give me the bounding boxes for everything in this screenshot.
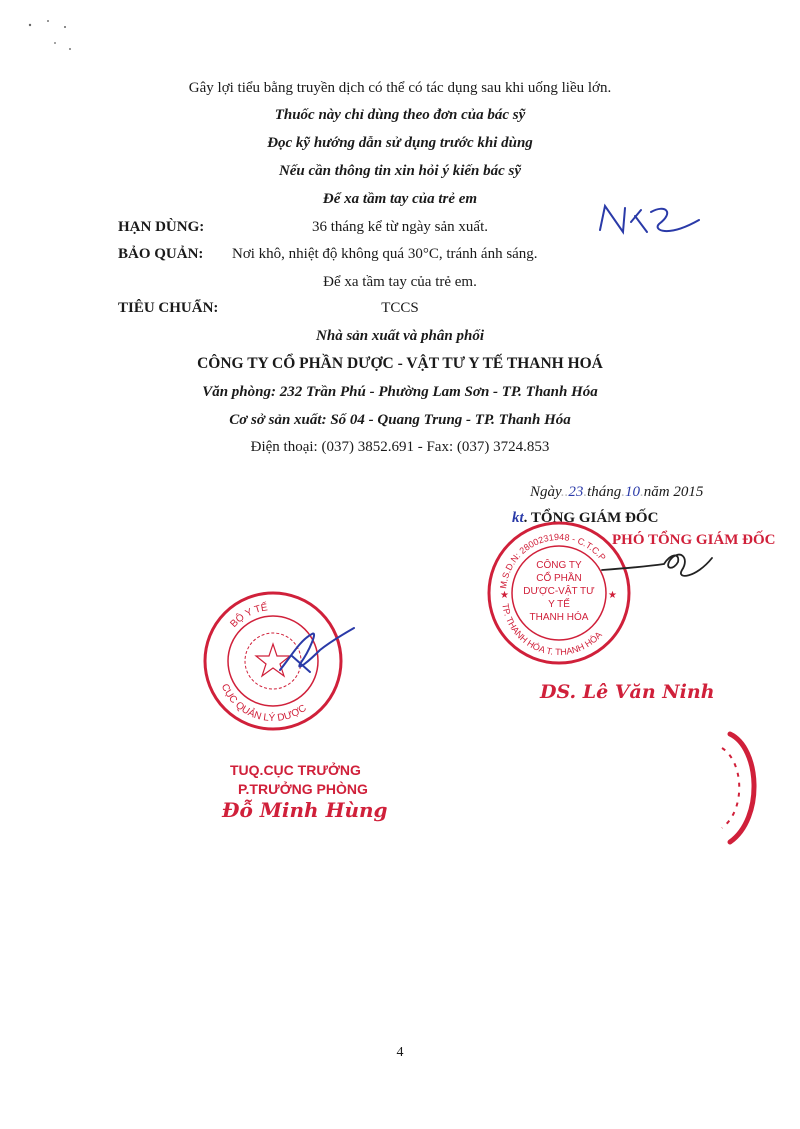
director-signature-mark [600,540,720,590]
page-number: 4 [396,1045,404,1060]
bao-quan-label: BẢO QUẢN: [118,246,204,262]
company-stamp-line-5: THANH HÓA [529,612,589,623]
date-month-word: tháng [587,484,622,500]
company-stamp-ring-bottom: TP. THANH HÓA T. THANH HÓA [500,602,604,658]
office-address: Văn phòng: 232 Trần Phú - Phường Lam Sơn - TP. Thanh Hóa [202,384,598,400]
kt-mark: kt [512,510,524,526]
company-stamp-ring-top: M.S.D.N: 2800231948 - C.T.C.P [498,531,608,590]
ministry-title-1: TUQ.CỤC TRƯỞNG [230,762,361,778]
warning-2: Đọc kỹ hướng dẫn sử dụng trước khi dùng [267,135,533,151]
date-day: 23 [568,484,584,500]
warning-4: Để xa tầm tay của trẻ em [322,191,478,207]
ministry-signature-mark [270,620,360,690]
bao-quan-value-2: Để xa tầm tay của trẻ em. [323,274,477,290]
company-stamp-line-1: CÔNG TY [536,560,582,571]
date-line: Ngày..23.tháng.10.năm 2015 [530,484,704,500]
warning-3: Nếu cần thông tin xin hỏi ý kiến bác sỹ [278,163,522,179]
ministry-title-2: P.TRƯỞNG PHÒNG [238,781,368,797]
phone-fax: Điện thoại: (037) 3852.691 - Fax: (037) 3724.853 [250,439,550,455]
company-stamp-line-3: DƯỢC-VẬT TƯ [523,586,595,597]
partial-stamp-edge [700,728,770,848]
date-month: 10 [625,484,641,500]
scan-specks [20,15,80,55]
date-year: năm 2015 [643,484,704,500]
tieu-chuan-label: TIÊU CHUẨN: [118,300,219,316]
handwritten-initials-mark [595,198,705,243]
ministry-signer-name: Đỗ Minh Hùng [222,798,388,822]
paragraph-line: Gây lợi tiểu bằng truyền dịch có thể có tác dụng sau khi uống liều lớn. [188,80,612,96]
ministry-stamp-ring-bottom: CỤC QUẢN LÝ DƯỢC [218,682,309,725]
manufacturer-heading: Nhà sản xuất và phân phối [316,328,484,344]
company-name: CÔNG TY CỔ PHẦN DƯỢC - VẬT TƯ Y TẾ THANH HOÁ [197,355,603,372]
company-stamp-line-2: CỔ PHẦN [536,573,582,584]
bao-quan-value: Nơi khô, nhiệt độ không quá 30°C, tránh ánh sáng. [232,246,538,262]
han-dung-value: 36 tháng kể từ ngày sản xuất. [311,219,488,235]
han-dung-label: HẠN DÙNG: [118,219,205,235]
svg-text:★: ★ [608,590,617,601]
signer-subtitle: PHÓ TỔNG GIÁM ĐỐC [612,532,776,548]
signer-title: . TỔNG GIÁM ĐỐC [523,510,659,526]
warning-1: Thuốc này chỉ dùng theo đơn của bác sỹ [274,107,526,123]
ministry-stamp-ring-top: BỘ Y TẾ [228,602,269,630]
company-stamp-line-4: Y TẾ [548,599,570,610]
factory-address: Cơ sở sản xuất: Số 04 - Quang Trung - TP. Thanh Hóa [229,412,571,428]
tieu-chuan-value: TCCS [381,300,419,316]
date-prefix: Ngày [530,484,561,500]
director-name: DS. Lê Văn Ninh [540,681,715,703]
svg-text:★: ★ [500,590,509,601]
